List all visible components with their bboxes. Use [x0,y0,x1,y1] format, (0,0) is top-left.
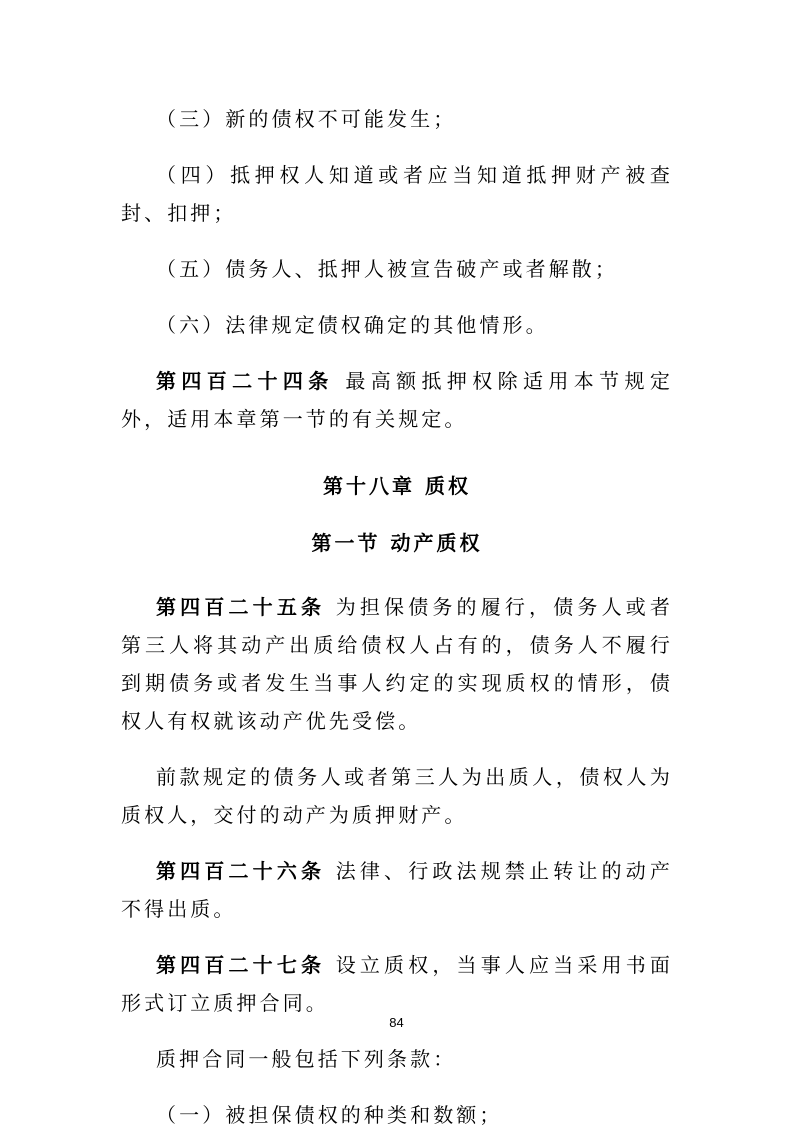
article-426-number: 第四百二十六条 [156,859,326,883]
article-425-text: 为担保债务的履行，债务人或者第三人将其动产出质给债权人占有的，债务人不履行到期债务或者发生当事人约定的实现质权的情形，债权人有权就该动产优先受偿。 [121,595,674,733]
list-item-5: （五）债务人、抵押人被宣告破产或者解散； [156,257,618,281]
article-427 [121,946,673,1022]
article-425-number: 第四百二十五条 [156,595,326,619]
article-424 [121,362,673,438]
article-426-text: 法律、行政法规禁止转让的动产不得出质。 [121,859,674,921]
article-427-number: 第四百二十七条 [156,953,326,977]
article-425 [121,588,673,740]
page-number: 84 [389,1015,404,1030]
page-body [121,100,673,1134]
article-426 [121,852,673,928]
list-item-6: （六）法律规定债权确定的其他情形。 [156,313,549,337]
contract-clause-1: （一）被担保债权的种类和数额； [156,1103,503,1127]
article-425-clause-2: 前款规定的债务人或者第三人为出质人，债权人为质权人，交付的动产为质押财产。 [121,765,673,827]
chapter-heading: 第十八章 质权 [323,474,471,498]
contract-clauses-intro: 质押合同一般包括下列条款： [156,1047,457,1071]
article-424-number: 第四百二十四条 [156,369,334,393]
list-item-4: （四）抵押权人知道或者应当知道抵押财产被查封、扣押； [121,163,673,225]
list-item-3: （三）新的债权不可能发生； [156,107,457,131]
section-heading: 第一节 动产质权 [311,531,483,555]
article-427-text: 设立质权，当事人应当采用书面形式订立质押合同。 [121,953,674,1015]
article-424-text: 最高额抵押权除适用本节规定外，适用本章第一节的有关规定。 [121,369,673,431]
